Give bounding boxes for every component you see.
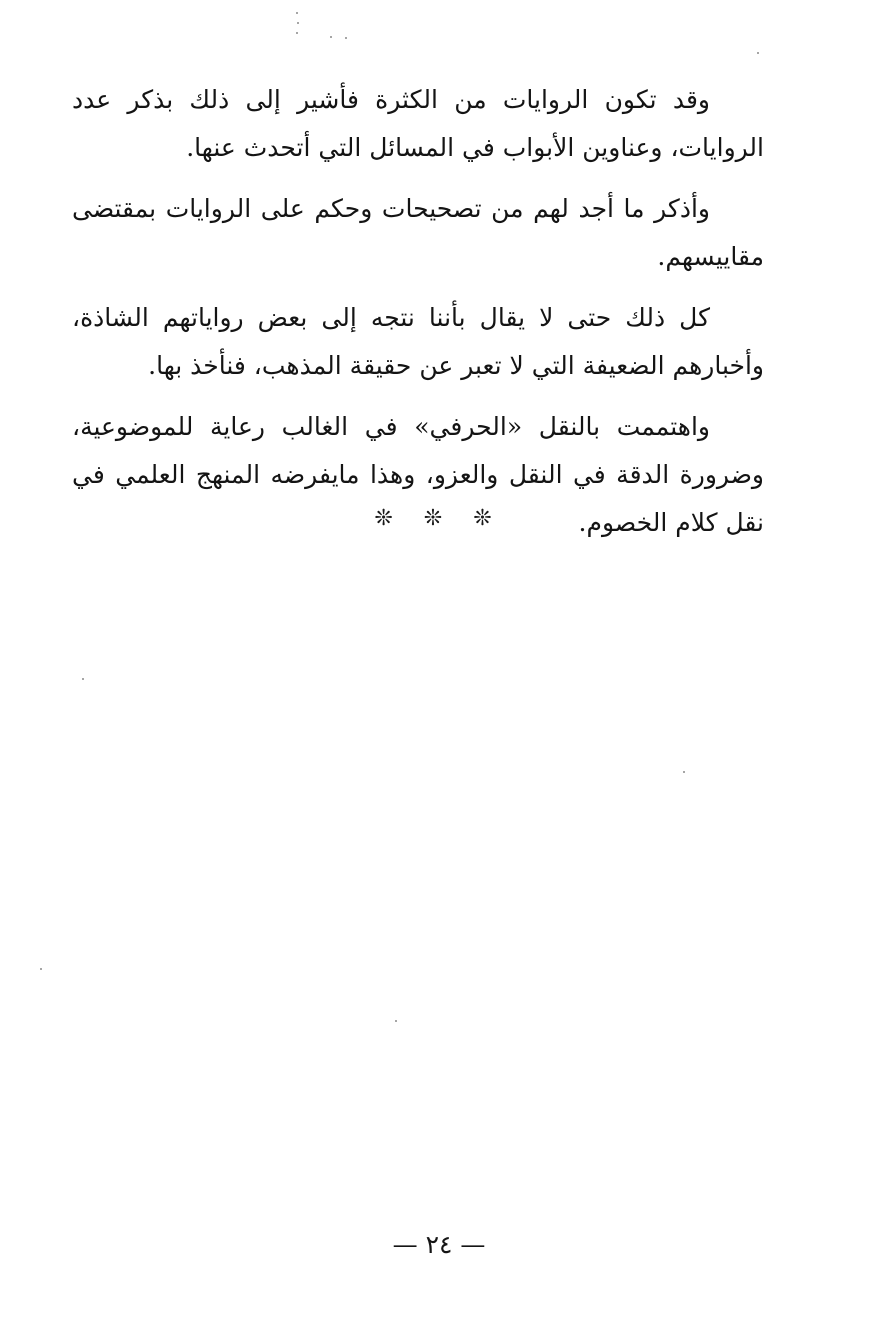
paragraph: واهتممت بالنقل «الحرفي» في الغالب رعاية للموضوعية، وضرورة الدقة في النقل والعزو، وهذا مايفرضه المنهج العلمي في نقل كلام الخصوم. <box>72 412 764 537</box>
paragraph: كل ذلك حتى لا يقال بأننا نتجه إلى بعض رواياتهم الشاذة، وأخبارهم الضعيفة التي لا تعبر عن حقيقة المذهب، فنأخذ بها. <box>72 303 764 380</box>
page-number: — ٢٤ — <box>392 1230 486 1259</box>
scan-speck <box>296 12 298 14</box>
scan-speck <box>297 22 299 24</box>
body-text <box>72 76 764 560</box>
section-separator: ❊ ❊ ❊ <box>374 506 504 531</box>
scan-speck <box>395 1020 397 1022</box>
scan-speck <box>757 52 759 54</box>
paragraph: وأذكر ما أجد لهم من تصحيحات وحكم على الروايات بمقتضى مقاييسهم. <box>72 194 764 271</box>
scan-speck <box>683 771 685 773</box>
paragraph: وقد تكون الروايات من الكثرة فأشير إلى ذلك بذكر عدد الروايات، وعناوين الأبواب في المسائل التي أتحدث عنها. <box>72 85 764 162</box>
scan-speck <box>330 36 332 38</box>
scan-speck <box>345 37 347 39</box>
scan-speck <box>82 678 84 680</box>
scan-speck <box>40 968 42 970</box>
scan-speck <box>296 32 298 34</box>
